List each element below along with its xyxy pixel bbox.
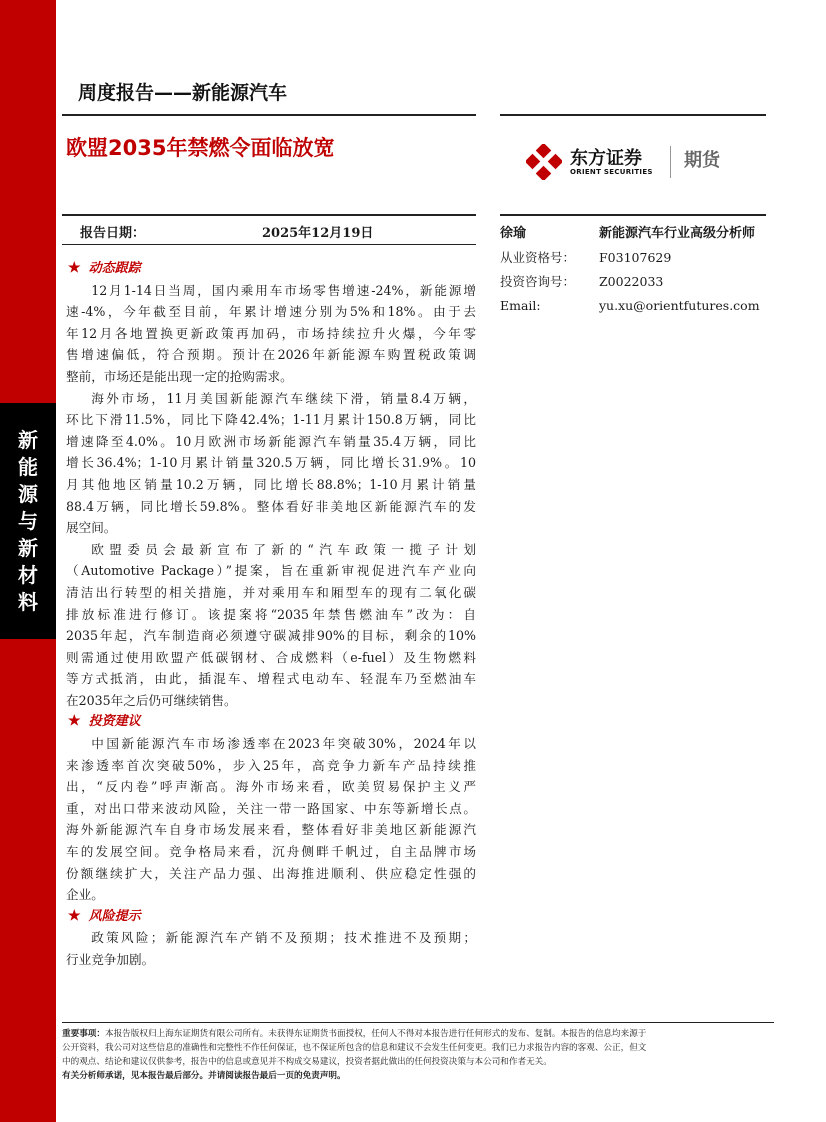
paragraph	[66, 280, 476, 388]
section-heading	[66, 711, 476, 733]
text-line: 份额继续扩大，关注产品力强、出海推进顺利、供应稳定性强的	[66, 865, 476, 881]
email-link[interactable]: yu.xu@orientfutures.com	[599, 298, 760, 313]
disclaimer-line: 中的观点、结论和建议仅供参考，报告中的信息或意见并不构成交易建议，投资者据此做出的任何投资决策与本公司和作者无关。	[62, 1057, 552, 1067]
text-line: 展空间。	[66, 520, 117, 536]
text-line: 企业。	[66, 887, 104, 903]
side-label-char: 源	[18, 481, 38, 506]
analyst-consulting-row	[500, 270, 780, 294]
text-line: （Automotive Package）”提案，旨在重新审视促进汽车产业向	[66, 563, 476, 579]
analyst-name: 徐瑜	[500, 226, 527, 241]
text-line: 海外市场，11月美国新能源汽车继续下滑，销量8.4万辆，	[91, 390, 476, 406]
analyst-email-row	[500, 294, 780, 318]
report-date-label: 报告日期：	[80, 226, 146, 241]
divider	[62, 114, 476, 116]
text-line: 2035年起，汽车制造商必须遵守碳减排90%的目标，剩余的10%	[66, 628, 476, 644]
report-date-value: 2025年12月19日	[262, 226, 374, 241]
text-line: 中国新能源汽车市场渗透率在2023年突破30%，2024年以	[91, 736, 476, 752]
text-line: 12月1-14日当周，国内乘用车市场零售增速-24%，新能源增	[91, 282, 476, 298]
email-label: Email:	[500, 298, 541, 313]
section-heading	[66, 906, 476, 928]
side-label-char: 与	[18, 508, 38, 533]
analyst-title: 新能源汽车行业高级分析师	[599, 226, 756, 241]
qualification-value: F03107629	[599, 250, 672, 265]
text-line: 来渗透率首次突破50%，步入25年，高竞争力新车产品持续推	[66, 757, 476, 773]
paragraph	[66, 927, 476, 970]
star-icon: ★	[68, 260, 81, 276]
divider	[62, 214, 476, 216]
star-icon: ★	[68, 907, 81, 924]
section-heading-text: 投资建议	[88, 714, 141, 730]
logo-name-cn: 东方证券	[570, 148, 642, 169]
text-line: 欧盟委员会最新宣布了新的“汽车政策一揽子计划	[91, 541, 476, 557]
divider	[500, 214, 766, 216]
text-line: 售增速偏低，符合预期。预计在2026年新能源车购置税政策调	[66, 347, 476, 363]
star-icon: ★	[68, 713, 81, 730]
side-label-char: 材	[18, 562, 38, 587]
text-line: 整前，市场还是能出现一定的抢购需求。	[66, 368, 293, 384]
side-label-char: 新	[18, 535, 38, 560]
side-label-char: 能	[18, 454, 38, 479]
text-line: 月其他地区销量10.2万辆，同比增长88.8%；1-10月累计销量	[66, 476, 476, 492]
divider	[62, 244, 476, 245]
side-label-char: 料	[18, 589, 38, 614]
text-line: 行业竞争加剧。	[66, 952, 155, 967]
paragraph	[66, 733, 476, 906]
text-line: 年12月各地置换更新政策再加码，市场持续拉升火爆，今年零	[66, 325, 476, 341]
text-line: 排放标准进行修订。该提案将“2035年禁售燃油车”改为：自	[66, 606, 476, 622]
text-line: 等方式抵消，由此，插混车、增程式电动车、轻混车乃至燃油车	[66, 671, 476, 687]
analyst-qualification-row	[500, 246, 780, 270]
disclaimer-line: 公开资料，我公司对这些信息的准确性和完整性不作任何保证，也不保证所包含的信息和建议不会发生任何变更。我们已力求报告内容的客观、公正，但文	[62, 1043, 647, 1053]
text-line: 车的发展空间。竞争格局来看，沉舟侧畔千帆过，自主品牌市场	[66, 844, 476, 860]
text-line: 88.4万辆，同比增长59.8%。整体看好非美地区新能源汽车的发	[66, 498, 476, 514]
text-line: 出，“反内卷”呼声渐高。海外市场来看，欧美贸易保护主义严	[66, 779, 476, 795]
orient-logo-icon	[526, 144, 562, 180]
text-line: 海外新能源汽车自身市场发展来看，整体看好非美地区新能源汽	[66, 822, 476, 838]
logo-division: 期货	[684, 150, 720, 171]
logo-name-en: ORIENT SECURITIES	[570, 168, 653, 176]
analyst-name-row	[500, 222, 780, 246]
text-line: 则需通过使用欧盟产低碳钢材、合成燃料（e-fuel）及生物燃料	[66, 649, 476, 665]
consulting-value: Z0022033	[599, 274, 664, 289]
section-heading	[66, 258, 476, 280]
side-label-char: 新	[18, 427, 38, 452]
paragraph	[66, 388, 476, 539]
section-heading-text: 动态跟踪	[88, 261, 141, 276]
analyst-commitment-note: 有关分析师承诺，见本报告最后部分。并请阅读报告最后一页的免责声明。	[62, 1071, 346, 1081]
disclaimer-bold-line	[62, 1069, 774, 1083]
disclaimer-footer	[62, 1022, 774, 1083]
report-body	[66, 258, 476, 971]
text-line: 政策风险；新能源汽车产销不及预期；技术推进不及预期；	[91, 930, 476, 946]
qualification-label: 从业资格号：	[500, 250, 576, 265]
paragraph	[66, 539, 476, 712]
text-line: 增速降至4.0%。10月欧洲市场新能源汽车销量35.4万辆，同比	[66, 433, 476, 449]
disclaimer-line	[62, 1027, 774, 1041]
text-line: 重，对出口带来波动风险，关注一带一路国家、中东等新增长点。	[66, 800, 476, 816]
text-line: 在2035年之后仍可继续销售。	[66, 692, 237, 708]
divider	[500, 114, 766, 116]
report-title: 欧盟2035年禁燃令面临放宽	[66, 136, 335, 160]
consulting-label: 投资咨询号：	[500, 274, 576, 289]
text-line: 环比下滑11.5%，同比下降42.4%；1-11月累计150.8万辆，同比	[66, 412, 476, 428]
analyst-info	[500, 222, 780, 318]
report-type-title: 周度报告——新能源汽车	[78, 82, 288, 104]
text-line: 清洁出行转型的相关措施，并对乘用车和厢型车的现有二氧化碳	[66, 584, 476, 600]
logo-separator	[670, 146, 671, 178]
text-line: 增长36.4%；1-10月累计销量320.5万辆，同比增长31.9%。10	[66, 455, 476, 471]
disclaimer-text: 本报告版权归上海东证期货有限公司所有。未获得东证期货书面授权，任何人不得对本报告进行任何形式的发布、复制。本报告的信息均来源于	[104, 1029, 647, 1039]
side-category-label	[0, 403, 56, 639]
text-line: 速-4%，今年截至目前，年累计增速分别为5%和18%。由于去	[66, 304, 476, 320]
section-heading-text: 风险提示	[88, 908, 141, 924]
company-logo	[526, 142, 726, 182]
notice-label: 重要事项：	[62, 1029, 105, 1039]
